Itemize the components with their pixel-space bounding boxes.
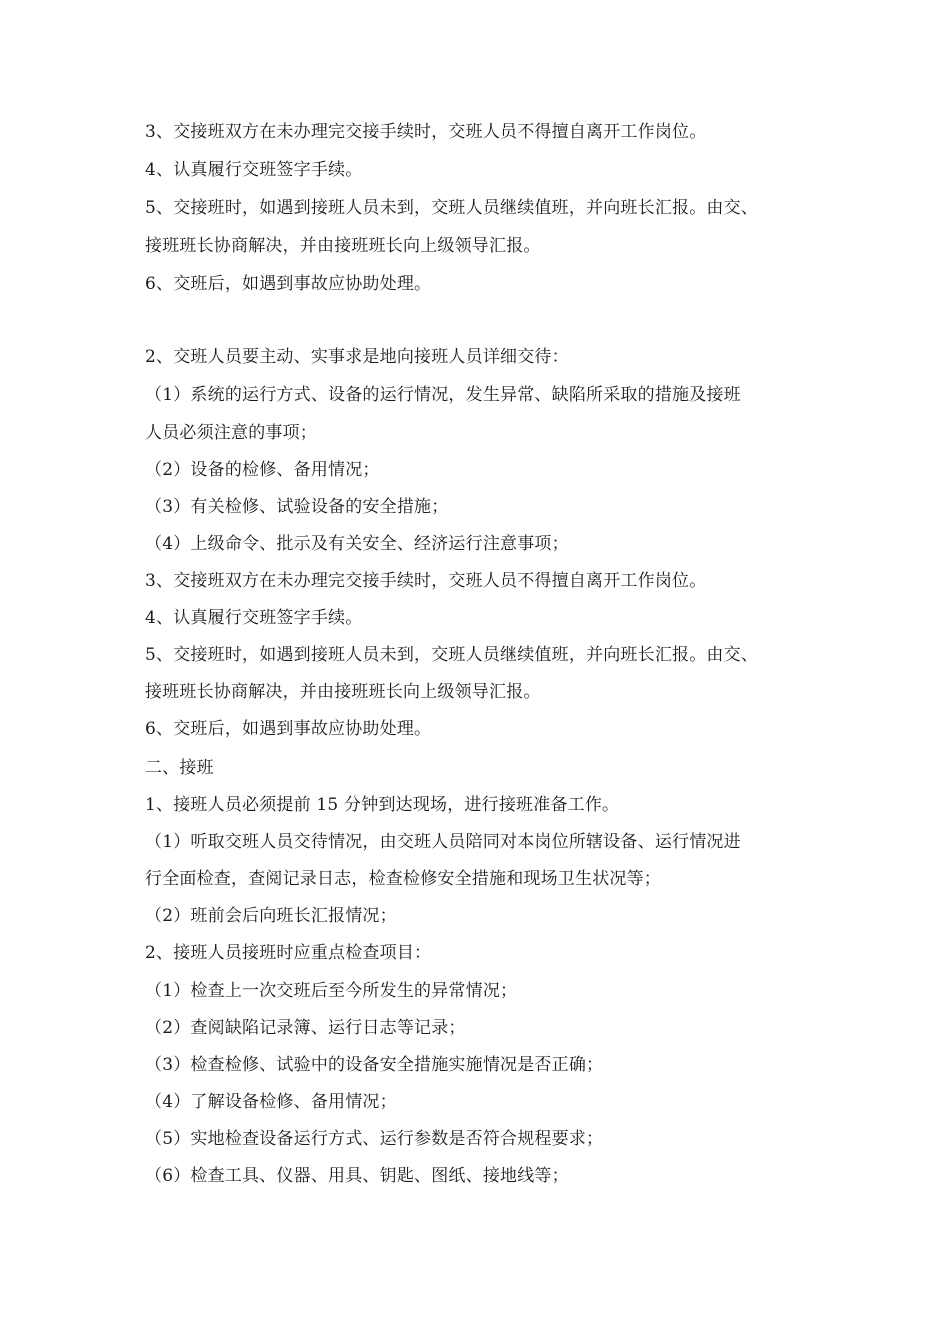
text-line: （2）查阅缺陷记录簿、运行日志等记录； (145, 1018, 466, 1038)
text-line: 4、认真履行交班签字手续。 (145, 160, 363, 180)
text-line: 接班班长协商解决，并由接班班长向上级领导汇报。 (145, 236, 541, 256)
text-line: 6、交班后，如遇到事故应协助处理。 (145, 274, 432, 294)
text-line: 行全面检查，查阅记录日志，检查检修安全措施和现场卫生状况等； (145, 869, 661, 889)
section-heading: 二、接班 (145, 758, 214, 778)
text-line: 4、认真履行交班签字手续。 (145, 608, 363, 628)
text-line: （3）检查检修、试验中的设备安全措施实施情况是否正确； (145, 1055, 604, 1075)
text-line: （1）检查上一次交班后至今所发生的异常情况； (145, 981, 518, 1001)
text-line: 2、交班人员要主动、实事求是地向接班人员详细交待： (145, 347, 569, 367)
text-line: （5）实地检查设备运行方式、运行参数是否符合规程要求； (145, 1129, 604, 1149)
text-line: （6）检查工具、仪器、用具、钥匙、图纸、接地线等； (145, 1166, 569, 1186)
text-line: 3、交接班双方在未办理完交接手续时，交班人员不得擅自离开工作岗位。 (145, 571, 707, 591)
text-line: 3、交接班双方在未办理完交接手续时，交班人员不得擅自离开工作岗位。 (145, 122, 707, 142)
text-line: （3）有关检修、试验设备的安全措施； (145, 497, 449, 517)
text-line: （1）听取交班人员交待情况，由交班人员陪同对本岗位所辖设备、运行情况进 (145, 832, 741, 852)
text-line: 5、交接班时，如遇到接班人员未到，交班人员继续值班，并向班长汇报。由交、 (145, 645, 759, 665)
text-line: （4）了解设备检修、备用情况； (145, 1092, 397, 1112)
text-line: （1）系统的运行方式、设备的运行情况，发生异常、缺陷所采取的措施及接班 (145, 385, 741, 405)
text-line: 人员必须注意的事项； (145, 423, 317, 443)
text-line: （2）班前会后向班长汇报情况； (145, 906, 397, 926)
text-line: 6、交班后，如遇到事故应协助处理。 (145, 719, 432, 739)
text-line: 1、接班人员必须提前 15 分钟到达现场，进行接班准备工作。 (145, 795, 620, 815)
text-line: （4）上级命令、批示及有关安全、经济运行注意事项； (145, 534, 569, 554)
text-line: 5、交接班时，如遇到接班人员未到，交班人员继续值班，并向班长汇报。由交、 (145, 198, 759, 218)
text-line: （2）设备的检修、备用情况； (145, 460, 380, 480)
text-line: 接班班长协商解决，并由接班班长向上级领导汇报。 (145, 682, 541, 702)
text-line: 2、接班人员接班时应重点检查项目： (145, 943, 432, 963)
